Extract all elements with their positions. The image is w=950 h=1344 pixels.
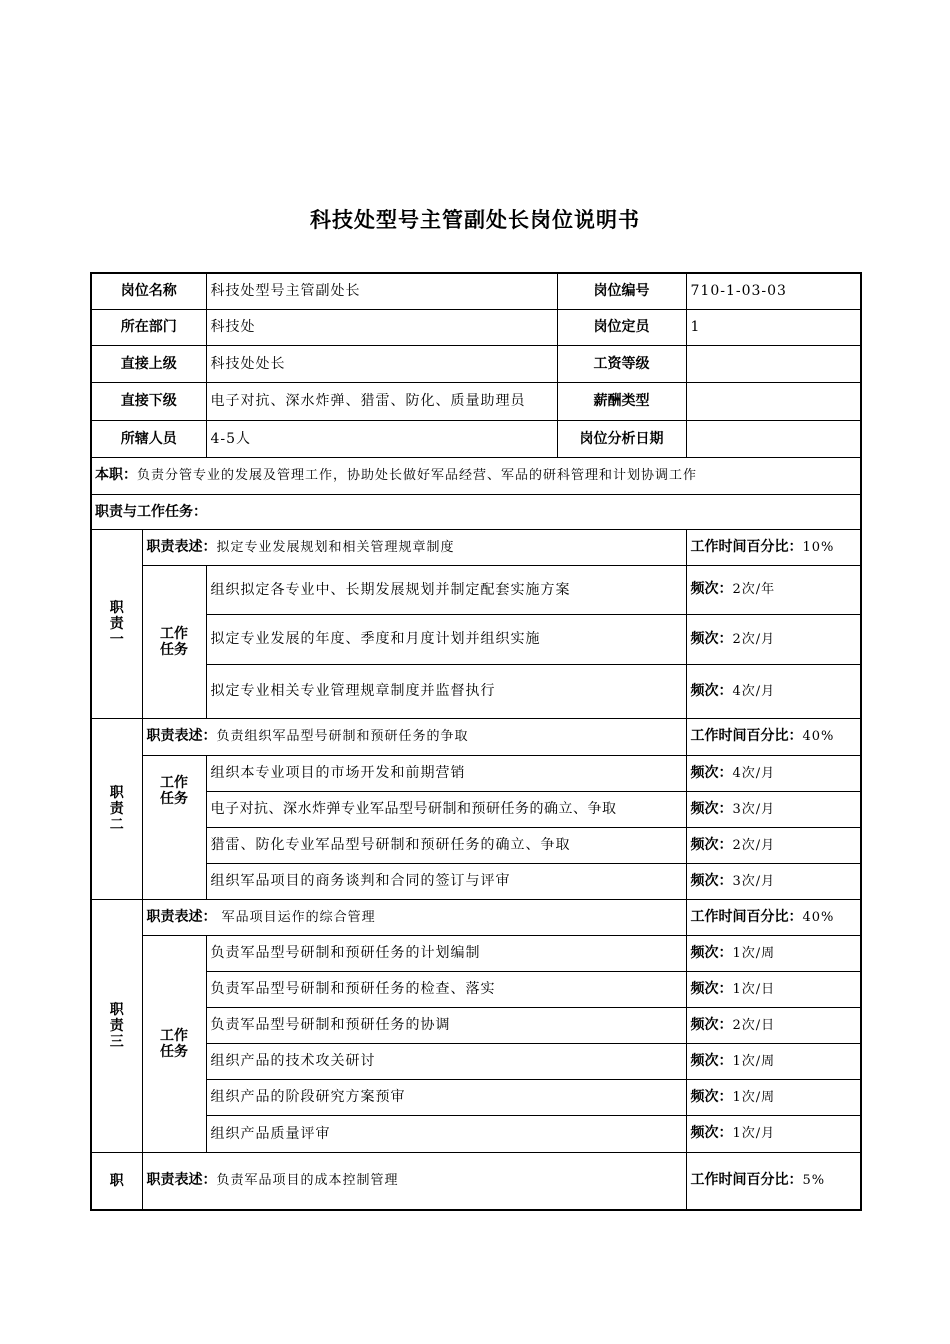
- task-freq: 2次/日: [732, 1017, 776, 1033]
- department-value: 科技处: [206, 309, 557, 345]
- task-text: 组织产品的阶段研究方案预审: [206, 1079, 686, 1115]
- freq-label: 频次：: [690, 800, 733, 817]
- position-name-label: 岗位名称: [91, 273, 206, 309]
- duty-3-name: 职 责 三: [91, 899, 142, 1152]
- position-name-value: 科技处型号主管副处长: [206, 273, 557, 309]
- freq-label: 频次：: [690, 944, 733, 961]
- duty-3-task-1: [91, 935, 861, 971]
- task-text: 拟定专业相关专业管理规章制度并监督执行: [206, 664, 686, 718]
- duty-1-pct: 10%: [802, 539, 835, 555]
- duty-1-desc: 拟定专业发展规划和相关管理规章制度: [216, 539, 455, 555]
- task-freq: 2次/月: [732, 837, 776, 853]
- headcount-value: 1: [686, 309, 861, 345]
- duty-desc-label: 职责表述：: [146, 728, 217, 744]
- task-text: 拟定专业发展的年度、季度和月度计划并组织实施: [206, 614, 686, 664]
- info-row-1: [91, 273, 861, 309]
- task-text: 负责军品型号研制和预研任务的协调: [206, 1007, 686, 1043]
- task-freq: 1次/周: [732, 945, 776, 961]
- core-duty-row: [91, 457, 861, 494]
- task-freq: 1次/周: [732, 1053, 776, 1069]
- freq-label: 频次：: [690, 1125, 733, 1141]
- info-row-5: [91, 420, 861, 457]
- duty-2-pct: 40%: [802, 729, 835, 744]
- duty-2-desc-row: [91, 718, 861, 755]
- duty-3-pct: 40%: [802, 909, 835, 925]
- duty-4-desc: 负责军品项目的成本控制管理: [216, 1173, 399, 1189]
- duty-2-name: 职 责 二: [91, 718, 142, 899]
- task-freq: 2次/月: [732, 631, 776, 647]
- task-text: 组织军品项目的商务谈判和合同的签订与评审: [206, 863, 686, 899]
- core-duty-label: 本职：: [95, 467, 137, 483]
- time-pct-label: 工作时间百分比：: [690, 908, 803, 925]
- duty-desc-label: 职责表述：: [146, 1172, 217, 1189]
- duty-3-task-2: [91, 971, 861, 1007]
- duty-2-task-3: [91, 827, 861, 863]
- task-text: 组织拟定各专业中、长期发展规划并制定配套实施方案: [206, 565, 686, 614]
- subordinate-value: 电子对抗、深水炸弹、猎雷、防化、质量助理员: [206, 382, 557, 420]
- duty-3-task-4: [91, 1043, 861, 1079]
- duty-3-task-5: [91, 1079, 861, 1115]
- duty-desc-label: 职责表述：: [146, 538, 217, 555]
- freq-label: 频次：: [690, 764, 733, 781]
- department-label: 所在部门: [91, 309, 206, 345]
- duty-2-desc: 负责组织军品型号研制和预研任务的争取: [216, 729, 469, 744]
- duty-3-task-6: [91, 1115, 861, 1152]
- freq-label: 频次：: [690, 980, 733, 997]
- duty-1-name: 职 责 一: [91, 529, 142, 718]
- task-freq: 4次/月: [732, 765, 776, 781]
- freq-label: 频次：: [690, 1088, 733, 1105]
- freq-label: 频次：: [690, 581, 733, 597]
- headcount-label: 岗位定员: [557, 309, 686, 345]
- task-text: 猎雷、防化专业军品型号研制和预研任务的确立、争取: [206, 827, 686, 863]
- task-text: 电子对抗、深水炸弹专业军品型号研制和预研任务的确立、争取: [206, 791, 686, 827]
- analysis-date-label: 岗位分析日期: [557, 420, 686, 457]
- duty-1-desc-row: [91, 529, 861, 565]
- responsibilities-header: 职责与工作任务：: [91, 494, 861, 529]
- info-row-3: [91, 345, 861, 382]
- duty-4-name: 职: [91, 1152, 142, 1210]
- task-freq: 1次/月: [732, 1126, 776, 1141]
- task-label: 工作 任务: [142, 935, 206, 1152]
- job-description-table: [90, 272, 862, 1211]
- task-label: 工作 任务: [142, 565, 206, 718]
- position-code-label: 岗位编号: [557, 273, 686, 309]
- page-title: 科技处型号主管副处长岗位说明书: [310, 208, 640, 232]
- info-row-2: [91, 309, 861, 345]
- duty-1-task-3: [91, 664, 861, 718]
- freq-label: 频次：: [690, 872, 733, 889]
- time-pct-label: 工作时间百分比：: [690, 1172, 803, 1189]
- salary-grade-label: 工资等级: [557, 345, 686, 382]
- info-row-4: [91, 382, 861, 420]
- staff-value: 4-5人: [206, 420, 557, 457]
- task-freq: 4次/月: [732, 683, 776, 699]
- task-text: 组织产品质量评审: [206, 1115, 686, 1152]
- task-text: 组织产品的技术攻关研讨: [206, 1043, 686, 1079]
- task-freq: 3次/月: [732, 801, 776, 817]
- task-text: 负责军品型号研制和预研任务的检查、落实: [206, 971, 686, 1007]
- freq-label: 频次：: [690, 630, 733, 647]
- duty-1-task-2: [91, 614, 861, 664]
- duty-desc-label: 职责表述：: [146, 908, 217, 925]
- duty-1-task-1: [91, 565, 861, 614]
- pay-type-value: [686, 382, 861, 420]
- superior-label: 直接上级: [91, 345, 206, 382]
- task-freq: 3次/月: [732, 873, 776, 889]
- task-freq: 2次/年: [732, 582, 776, 597]
- duty-4-pct: 5%: [802, 1173, 826, 1189]
- freq-label: 频次：: [690, 1052, 733, 1069]
- task-freq: 1次/日: [732, 981, 776, 997]
- core-duty-text: 负责分管专业的发展及管理工作，协助处长做好军品经营、军品的研科管理和计划协调工作: [137, 468, 698, 483]
- duty-2-task-1: [91, 755, 861, 791]
- task-text: 组织本专业项目的市场开发和前期营销: [206, 755, 686, 791]
- duty-2-task-4: [91, 863, 861, 899]
- time-pct-label: 工作时间百分比：: [690, 538, 803, 555]
- duty-3-desc-row: [91, 899, 861, 935]
- duty-3-desc: 军品项目运作的综合管理: [216, 909, 376, 925]
- duty-3-task-3: [91, 1007, 861, 1043]
- task-text: 负责军品型号研制和预研任务的计划编制: [206, 935, 686, 971]
- position-code-value: 710-1-03-03: [686, 273, 861, 309]
- task-label: 工作 任务: [142, 755, 206, 827]
- freq-label: 频次：: [690, 1016, 733, 1033]
- duty-4-desc-row: [91, 1152, 861, 1210]
- analysis-date-value: [686, 420, 861, 457]
- task-freq: 1次/周: [732, 1089, 776, 1105]
- responsibilities-header-row: [91, 494, 861, 529]
- salary-grade-value: [686, 345, 861, 382]
- freq-label: 频次：: [690, 836, 733, 853]
- staff-label: 所辖人员: [91, 420, 206, 457]
- pay-type-label: 薪酬类型: [557, 382, 686, 420]
- superior-value: 科技处处长: [206, 345, 557, 382]
- duty-2-task-2: [91, 791, 861, 827]
- freq-label: 频次：: [690, 682, 733, 699]
- time-pct-label: 工作时间百分比：: [690, 728, 803, 744]
- subordinate-label: 直接下级: [91, 382, 206, 420]
